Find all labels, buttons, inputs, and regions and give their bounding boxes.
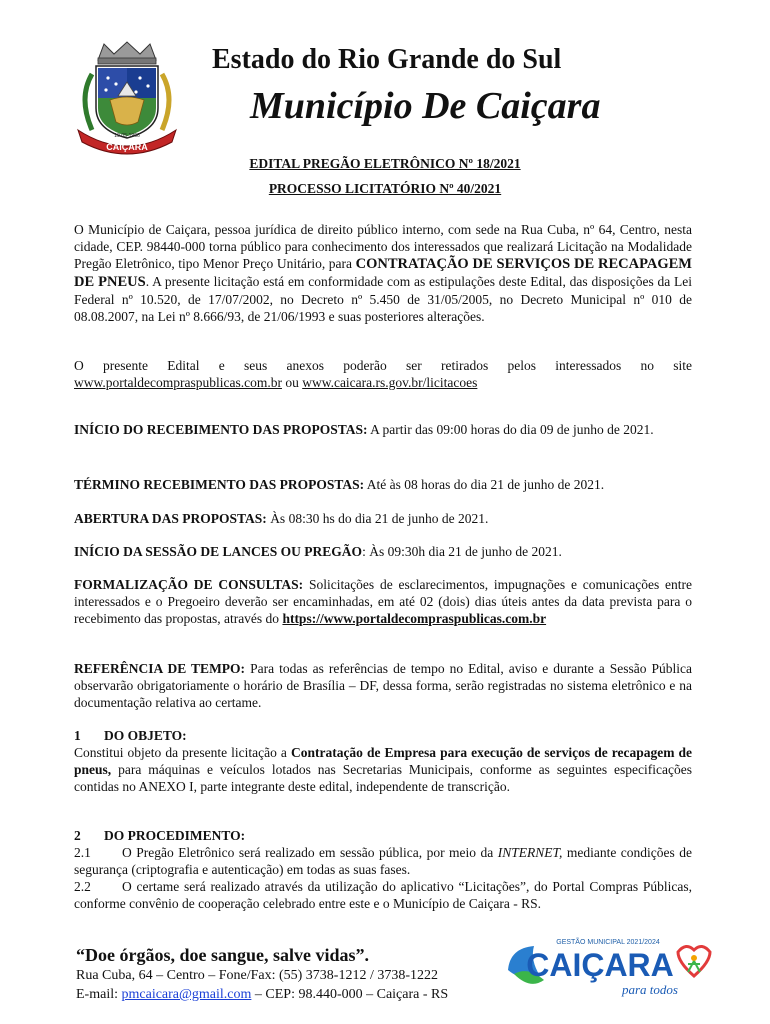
inicio-sessao: INÍCIO DA SESSÃO DE LANCES OU PREGÃO: Às 09:30h dia 21 de junho de 2021. (74, 544, 562, 559)
footer-slogan: “Doe órgãos, doe sangue, salve vidas”. (76, 945, 370, 965)
portal-link[interactable]: www.portaldecompraspublicas.com.br (74, 375, 282, 390)
intro-paragraph: O Município de Caiçara, pessoa jurídica de direito público interno, com sede na Rua Cuba, nº 64, Centro, nesta cidade, CEP. 98440-000 torna público para conhecimento dos interessados que realizará Licitação na Modalidade Pregão Eletrônico, tipo Menor Preço Unitário, para CONTRATAÇÃO DE SERVIÇOS DE RECAPAGEM DE PNEUS. A presente licitação está em conformidade com as estipulações deste Edital, das disposições da Lei Federal nº 10.520, de 17/07/2002, no Decreto nº 5.450 de 31/05/2005, no Decreto Municipal nº 010 de 08.08.2007, na Lei nº 8.666/93, de 21/06/1993 e suas posteriores alterações. (74, 222, 692, 324)
section-2-1: 2.1 O Pregão Eletrônico será realizado em sessão pública, por meio da INTERNET, mediante condições de segurança (criptografia e autenticação) em todas as suas fases. (74, 845, 693, 877)
footer-contact: E-mail: pmcaicara@gmail.com – CEP: 98.440-000 – Caiçara - RS (76, 987, 449, 1002)
section-2-heading: 2 DO PROCEDIMENTO: (74, 828, 246, 843)
edital-title: EDITAL PREGÃO ELETRÔNICO Nº 18/2021 (249, 156, 521, 171)
crest-ribbon-text: CAIÇARA (106, 142, 148, 152)
footer-address: Rua Cuba, 64 – Centro – Fone/Fax: (55) 3738-1212 / 3738-1222 (76, 968, 439, 983)
consultas-portal-link[interactable]: https://www.portaldecompraspublicas.com.br (282, 611, 547, 626)
processo-title: PROCESSO LICITATÓRIO Nº 40/2021 (268, 181, 502, 196)
section-2-2: 2.2 O certame será realizado através da utilização do aplicativo “Licitações”, do Portal Compras Públicas, conforme convênio de cooperação celebrado entre este e o Município de Caiçara - RS. (74, 879, 692, 911)
state-title: Estado do Rio Grande do Sul (212, 44, 562, 75)
formalizacao-consultas: FORMALIZAÇÃO DE CONSULTAS: Solicitações de esclarecimentos, impugnações e comunicações entre interessados e o Pregoeiro deverão ser encaminhadas, em até 02 (dois) dias úteis antes da data prevista para o recebimento das propostas, através do https://www.portaldecompraspublicas.com.br (74, 577, 692, 626)
caicara-licitacoes-link[interactable]: www.caicara.rs.gov.br/licitacoes (302, 375, 478, 390)
abertura-propostas: ABERTURA DAS PROPOSTAS: Às 08:30 hs do dia 21 de junho de 2021. (74, 511, 489, 526)
crest-date: 19-05-1966 (114, 133, 140, 139)
logo-name: CAIÇARA (526, 947, 674, 983)
gestao-municipal-logo (500, 930, 716, 1010)
municipal-coat-of-arms (68, 38, 186, 156)
download-paragraph: O presente Edital e seus anexos poderão ser retirados pelos interessados no site www.portaldecompraspublicas.com.br ou www.caicara.rs.gov.br/licitacoes (74, 358, 692, 390)
logo-tagline: para todos (622, 982, 678, 997)
municipality-title: Município De Caiçara (250, 85, 601, 127)
section-1-heading: 1 DO OBJETO: (74, 728, 187, 743)
inicio-recebimento: INÍCIO DO RECEBIMENTO DAS PROPOSTAS: A partir das 09:00 horas do dia 09 de junho de 2021. (74, 422, 654, 437)
logo-top-text: GESTÃO MUNICIPAL 2021/2024 (556, 939, 660, 946)
referencia-tempo: REFERÊNCIA DE TEMPO: Para todas as referências de tempo no Edital, aviso e durante a Sessão Pública observarão obrigatoriamente o horário de Brasília – DF, dessa forma, serão registradas no sistema eletrônico e na documentação relativa ao certame. (74, 661, 693, 710)
intro-object-bold: CONTRATAÇÃO DE SERVIÇOS DE RECAPAGEM DE PNEUS (74, 256, 692, 290)
section-1-text: Constitui objeto da presente licitação a Contratação de Empresa para execução de serviços de recapagem de pneus, para máquinas e veículos lotados nas Secretarias Municipais, conforme as seguintes especificações contidas no ANEXO I, parte integrante deste edital, independente de transcrição. (74, 745, 693, 794)
termino-recebimento: TÉRMINO RECEBIMENTO DAS PROPOSTAS: Até às 08 horas do dia 21 de junho de 2021. (74, 477, 605, 492)
email-link[interactable]: pmcaicara@gmail.com (121, 987, 252, 1002)
